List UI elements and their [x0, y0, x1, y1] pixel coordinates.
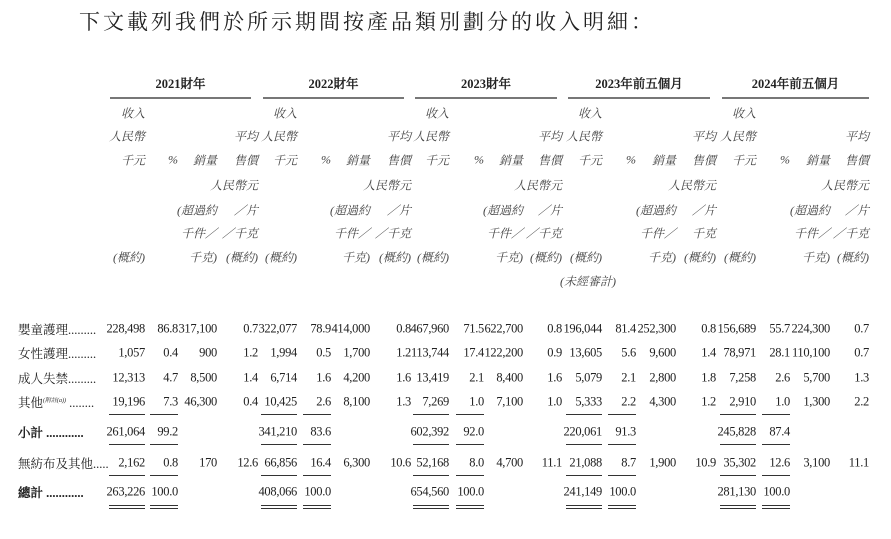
cell-volume: 9,600 [649, 345, 676, 360]
cell-percent: 86.8 [157, 321, 178, 336]
cell-avg-price: 10.6 [390, 455, 411, 470]
cell-percent: 0.5 [316, 345, 331, 360]
subtotal-rule [150, 414, 178, 415]
cell-percent: 1.6 [316, 370, 331, 385]
column-header-avg-price: (概約) [226, 250, 258, 265]
column-header-revenue: 人民幣 [260, 129, 297, 144]
cell-revenue: 322,077 [258, 321, 297, 336]
cell-percent: 99.2 [157, 424, 178, 439]
subtotal-rule [303, 414, 331, 415]
cell-revenue: 7,269 [422, 394, 449, 409]
cell-volume: 414,000 [331, 321, 370, 336]
column-header-percent: % [321, 152, 331, 167]
column-header-volume: 千克) [342, 250, 370, 265]
subtotal-rule [413, 444, 449, 445]
row-label [18, 423, 84, 441]
cell-percent: 2.1 [469, 370, 484, 385]
row-label [18, 454, 109, 472]
column-header-volume: (超過約 [636, 203, 676, 218]
column-header-avg-price: 售價 [233, 153, 258, 168]
cell-volume: 6,300 [343, 455, 370, 470]
total-double-rule [608, 505, 636, 509]
cell-avg-price: 0.7 [854, 345, 869, 360]
cell-percent: 8.0 [469, 455, 484, 470]
cell-percent: 7.3 [163, 394, 178, 409]
subtotal-rule [720, 414, 756, 415]
cell-percent: 17.4 [463, 345, 484, 360]
cell-volume: 7,100 [496, 394, 523, 409]
column-header-avg-price: ／片 [537, 203, 562, 218]
column-header-avg-price: 人民幣元 [362, 178, 411, 193]
cell-revenue: 12,313 [112, 370, 145, 385]
column-header-revenue: 收入 [577, 106, 602, 121]
cell-percent: 100.0 [304, 484, 331, 499]
row-label [18, 344, 96, 362]
column-header-volume: 千件／ [639, 226, 676, 241]
column-header-avg-price: 人民幣元 [667, 178, 716, 193]
period-header: 2021財年 [110, 75, 251, 99]
total-double-rule [261, 505, 297, 509]
column-header-volume: 銷量 [805, 153, 830, 168]
subtotal-rule [109, 414, 145, 415]
column-header-avg-price: 人民幣元 [209, 178, 258, 193]
subtotal-rule [720, 444, 756, 445]
cell-volume: 1,900 [649, 455, 676, 470]
cell-avg-price: 12.6 [237, 455, 258, 470]
total-double-rule [413, 505, 449, 509]
cell-avg-price: 0.4 [243, 394, 258, 409]
cell-revenue: 5,333 [575, 394, 602, 409]
cell-revenue: 21,088 [569, 455, 602, 470]
cell-avg-price: 0.8 [396, 321, 411, 336]
cell-avg-price: 1.6 [396, 370, 411, 385]
cell-avg-price: 1.3 [854, 370, 869, 385]
column-header-revenue: 千元 [577, 153, 602, 168]
cell-revenue: 408,066 [258, 484, 297, 499]
cell-revenue: 5,079 [575, 370, 602, 385]
cell-percent: 100.0 [151, 484, 178, 499]
column-header-volume: 千件／ [486, 226, 523, 241]
cell-revenue: 467,960 [410, 321, 449, 336]
cell-revenue: 1,057 [118, 345, 145, 360]
cell-percent: 100.0 [763, 484, 790, 499]
cell-avg-price: 1.0 [547, 394, 562, 409]
cell-volume: 4,200 [343, 370, 370, 385]
row-label [18, 483, 84, 501]
cell-volume: 8,500 [190, 370, 217, 385]
column-header-volume: 千克) [495, 250, 523, 265]
cell-percent: 83.6 [310, 424, 331, 439]
total-double-rule [150, 505, 178, 509]
cell-revenue: 2,910 [729, 394, 756, 409]
cell-revenue: 263,226 [106, 484, 145, 499]
period-header: 2022財年 [263, 75, 404, 99]
cell-avg-price: 10.9 [695, 455, 716, 470]
subtotal-rule [456, 475, 484, 476]
cell-percent: 2.6 [316, 394, 331, 409]
subtotal-rule [456, 444, 484, 445]
column-header-revenue: 人民幣 [565, 129, 602, 144]
column-header-revenue: 千元 [731, 153, 756, 168]
cell-percent: 0.8 [163, 455, 178, 470]
cell-percent: 91.3 [615, 424, 636, 439]
column-header-volume: (超過約 [790, 203, 830, 218]
period-header: 2024年前五個月 [722, 75, 869, 99]
column-header-avg-price: (概約) [837, 250, 869, 265]
section-title: 下文載列我們於所示期間按產品類別劃分的收入明細： [79, 10, 655, 34]
subtotal-rule [303, 444, 331, 445]
row-label-text: 無紡布及其他..... [18, 457, 109, 471]
cell-avg-price: 0.9 [547, 345, 562, 360]
cell-revenue: 196,044 [563, 321, 602, 336]
cell-percent: 55.7 [769, 321, 790, 336]
cell-avg-price: 1.8 [701, 370, 716, 385]
cell-revenue: 220,061 [563, 424, 602, 439]
cell-revenue: 2,162 [118, 455, 145, 470]
column-header-avg-price: 售價 [386, 153, 411, 168]
cell-revenue: 281,130 [717, 484, 756, 499]
cell-percent: 78.9 [310, 321, 331, 336]
total-double-rule [566, 505, 602, 509]
column-header-avg-price: ／千克 [374, 226, 411, 241]
cell-percent: 71.5 [463, 321, 484, 336]
subtotal-rule [566, 414, 602, 415]
column-header-volume: 銷量 [345, 153, 370, 168]
cell-revenue: 6,714 [270, 370, 297, 385]
cell-volume: 4,300 [649, 394, 676, 409]
cell-avg-price: 1.2 [396, 345, 411, 360]
column-header-volume: 銷量 [651, 153, 676, 168]
column-header-avg-price: (概約) [379, 250, 411, 265]
column-header-avg-price: (概約) [684, 250, 716, 265]
cell-revenue: 113,744 [410, 345, 449, 360]
total-double-rule [456, 505, 484, 509]
cell-volume: 900 [199, 345, 217, 360]
row-label [18, 369, 96, 387]
cell-revenue: 341,210 [258, 424, 297, 439]
column-header-avg-price: 平均 [691, 129, 716, 144]
subtotal-rule [608, 444, 636, 445]
cell-percent: 5.6 [621, 345, 636, 360]
cell-avg-price: 1.4 [701, 345, 716, 360]
subtotal-rule [762, 444, 790, 445]
column-header-revenue: 人民幣 [108, 129, 145, 144]
column-header-revenue: 收入 [272, 106, 297, 121]
subtotal-rule [456, 414, 484, 415]
column-header-avg-price: ／千克 [525, 226, 562, 241]
column-header-revenue: (概約) [113, 250, 145, 265]
column-header-revenue: (概約) [724, 250, 756, 265]
cell-avg-price: 2.2 [854, 394, 869, 409]
cell-percent: 4.7 [163, 370, 178, 385]
cell-revenue: 52,168 [416, 455, 449, 470]
cell-revenue: 13,605 [569, 345, 602, 360]
cell-volume: 170 [199, 455, 217, 470]
subtotal-rule [261, 475, 297, 476]
column-header-percent: % [474, 152, 484, 167]
subtotal-rule [303, 475, 331, 476]
period-header: 2023財年 [415, 75, 557, 99]
subtotal-rule [566, 444, 602, 445]
cell-revenue: 156,689 [717, 321, 756, 336]
period-header: 2023年前五個月 [568, 75, 710, 99]
column-header-volume: (超過約 [330, 203, 370, 218]
cell-revenue: 78,971 [723, 345, 756, 360]
cell-percent: 2.1 [621, 370, 636, 385]
subtotal-rule [762, 475, 790, 476]
cell-volume: 3,100 [803, 455, 830, 470]
subtotal-rule [109, 444, 145, 445]
column-header-avg-price: ／片 [691, 203, 716, 218]
cell-revenue: 10,425 [264, 394, 297, 409]
column-header-avg-price: 平均 [386, 129, 411, 144]
total-double-rule [720, 505, 756, 509]
row-label-text: 成人失禁......... [18, 372, 97, 386]
total-double-rule [109, 505, 145, 509]
column-header-avg-price: 人民幣元 [513, 178, 562, 193]
cell-avg-price: 0.8 [701, 321, 716, 336]
column-header-avg-price: 平均 [844, 129, 869, 144]
column-header-percent: % [168, 152, 178, 167]
column-header-percent: % [780, 152, 790, 167]
column-header-volume: (超過約 [483, 203, 523, 218]
column-header-volume: 銷量 [498, 153, 523, 168]
subtotal-rule [413, 475, 449, 476]
cell-volume: 122,200 [484, 345, 523, 360]
cell-percent: 100.0 [609, 484, 636, 499]
cell-volume: 1,300 [803, 394, 830, 409]
row-label-text: 總計 ............ [18, 486, 84, 500]
cell-volume: 8,100 [343, 394, 370, 409]
column-header-revenue: (概約) [417, 250, 449, 265]
column-header-avg-price: 售價 [691, 153, 716, 168]
subtotal-rule [150, 475, 178, 476]
cell-revenue: 261,064 [106, 424, 145, 439]
cell-percent: 87.4 [769, 424, 790, 439]
cell-percent: 92.0 [463, 424, 484, 439]
column-header-volume: 千克) [802, 250, 830, 265]
column-header-volume: 千件／ [333, 226, 370, 241]
row-label-text: 小計 ............ [18, 426, 84, 440]
cell-volume: 622,700 [484, 321, 523, 336]
row-label [18, 320, 96, 338]
cell-revenue: 35,302 [723, 455, 756, 470]
cell-revenue: 1,994 [270, 345, 297, 360]
subtotal-rule [261, 414, 297, 415]
column-header-avg-price: 千克 [691, 226, 716, 241]
cell-percent: 8.7 [621, 455, 636, 470]
cell-volume: 110,100 [791, 345, 830, 360]
total-double-rule [303, 505, 331, 509]
cell-avg-price: 11.1 [848, 455, 869, 470]
column-header-avg-price: ／千克 [221, 226, 258, 241]
cell-volume: 252,300 [637, 321, 676, 336]
subtotal-rule [261, 444, 297, 445]
cell-percent: 2.2 [621, 394, 636, 409]
subtotal-rule [762, 414, 790, 415]
column-header-revenue: 千元 [424, 153, 449, 168]
cell-revenue: 19,196 [112, 394, 145, 409]
total-double-rule [762, 505, 790, 509]
row-label [18, 393, 94, 411]
row-label-text: 女性護理......... [18, 347, 97, 361]
cell-percent: 1.0 [469, 394, 484, 409]
cell-volume: 2,800 [649, 370, 676, 385]
column-header-avg-price: 售價 [844, 153, 869, 168]
cell-revenue: 245,828 [717, 424, 756, 439]
cell-avg-price: 1.2 [701, 394, 716, 409]
column-header-revenue: 千元 [272, 153, 297, 168]
column-header-avg-price: 人民幣元 [820, 178, 869, 193]
column-header-revenue: (概約) [265, 250, 297, 265]
cell-revenue: 654,560 [410, 484, 449, 499]
cell-volume: 8,400 [496, 370, 523, 385]
column-header-revenue: (概約) [570, 250, 602, 265]
cell-volume: 46,300 [184, 394, 217, 409]
footnote-ref: (附註(a)) [43, 397, 67, 404]
column-header-revenue: 人民幣 [719, 129, 756, 144]
cell-volume: 224,300 [791, 321, 830, 336]
cell-volume: 5,700 [803, 370, 830, 385]
cell-percent: 81.4 [615, 321, 636, 336]
cell-volume: 317,100 [178, 321, 217, 336]
cell-percent: 12.6 [769, 455, 790, 470]
cell-avg-price: 1.6 [547, 370, 562, 385]
subtotal-rule [566, 475, 602, 476]
column-header-revenue: 收入 [731, 106, 756, 121]
column-header-volume: 千件／ [793, 226, 830, 241]
column-header-revenue: 人民幣 [412, 129, 449, 144]
subtotal-rule [608, 475, 636, 476]
cell-percent: 2.6 [775, 370, 790, 385]
row-label-text: 嬰童護理......... [18, 323, 97, 337]
leader-dots: ........ [66, 396, 95, 410]
column-header-percent: % [626, 152, 636, 167]
cell-revenue: 602,392 [410, 424, 449, 439]
cell-avg-price: 0.8 [547, 321, 562, 336]
column-header-revenue: 收入 [424, 106, 449, 121]
cell-revenue: 13,419 [416, 370, 449, 385]
cell-volume: 4,700 [496, 455, 523, 470]
cell-avg-price: 11.1 [541, 455, 562, 470]
column-header-revenue: (未經審計) [560, 274, 616, 289]
cell-avg-price: 0.7 [854, 321, 869, 336]
column-header-avg-price: (概約) [530, 250, 562, 265]
column-header-avg-price: ／片 [233, 203, 258, 218]
cell-percent: 0.4 [163, 345, 178, 360]
subtotal-rule [150, 444, 178, 445]
column-header-revenue: 千元 [120, 153, 145, 168]
column-header-avg-price: 售價 [537, 153, 562, 168]
column-header-volume: 千件／ [180, 226, 217, 241]
subtotal-rule [413, 414, 449, 415]
cell-revenue: 66,856 [264, 455, 297, 470]
column-header-volume: 千克) [189, 250, 217, 265]
subtotal-rule [720, 475, 756, 476]
subtotal-rule [109, 475, 145, 476]
cell-avg-price: 1.3 [396, 394, 411, 409]
cell-percent: 100.0 [457, 484, 484, 499]
cell-avg-price: 0.7 [243, 321, 258, 336]
column-header-avg-price: ／片 [844, 203, 869, 218]
column-header-avg-price: ／片 [386, 203, 411, 218]
column-header-volume: 千克) [648, 250, 676, 265]
cell-percent: 28.1 [769, 345, 790, 360]
column-header-revenue: 收入 [120, 106, 145, 121]
subtotal-rule [608, 414, 636, 415]
cell-revenue: 7,258 [729, 370, 756, 385]
cell-revenue: 228,498 [106, 321, 145, 336]
cell-revenue: 241,149 [563, 484, 602, 499]
cell-avg-price: 1.2 [243, 345, 258, 360]
cell-volume: 1,700 [343, 345, 370, 360]
column-header-volume: (超過約 [177, 203, 217, 218]
cell-avg-price: 1.4 [243, 370, 258, 385]
column-header-avg-price: ／千克 [832, 226, 869, 241]
column-header-avg-price: 平均 [537, 129, 562, 144]
row-label-text: 其他 [18, 396, 44, 410]
cell-percent: 16.4 [310, 455, 331, 470]
column-header-volume: 銷量 [192, 153, 217, 168]
column-header-avg-price: 平均 [233, 129, 258, 144]
cell-percent: 1.0 [775, 394, 790, 409]
